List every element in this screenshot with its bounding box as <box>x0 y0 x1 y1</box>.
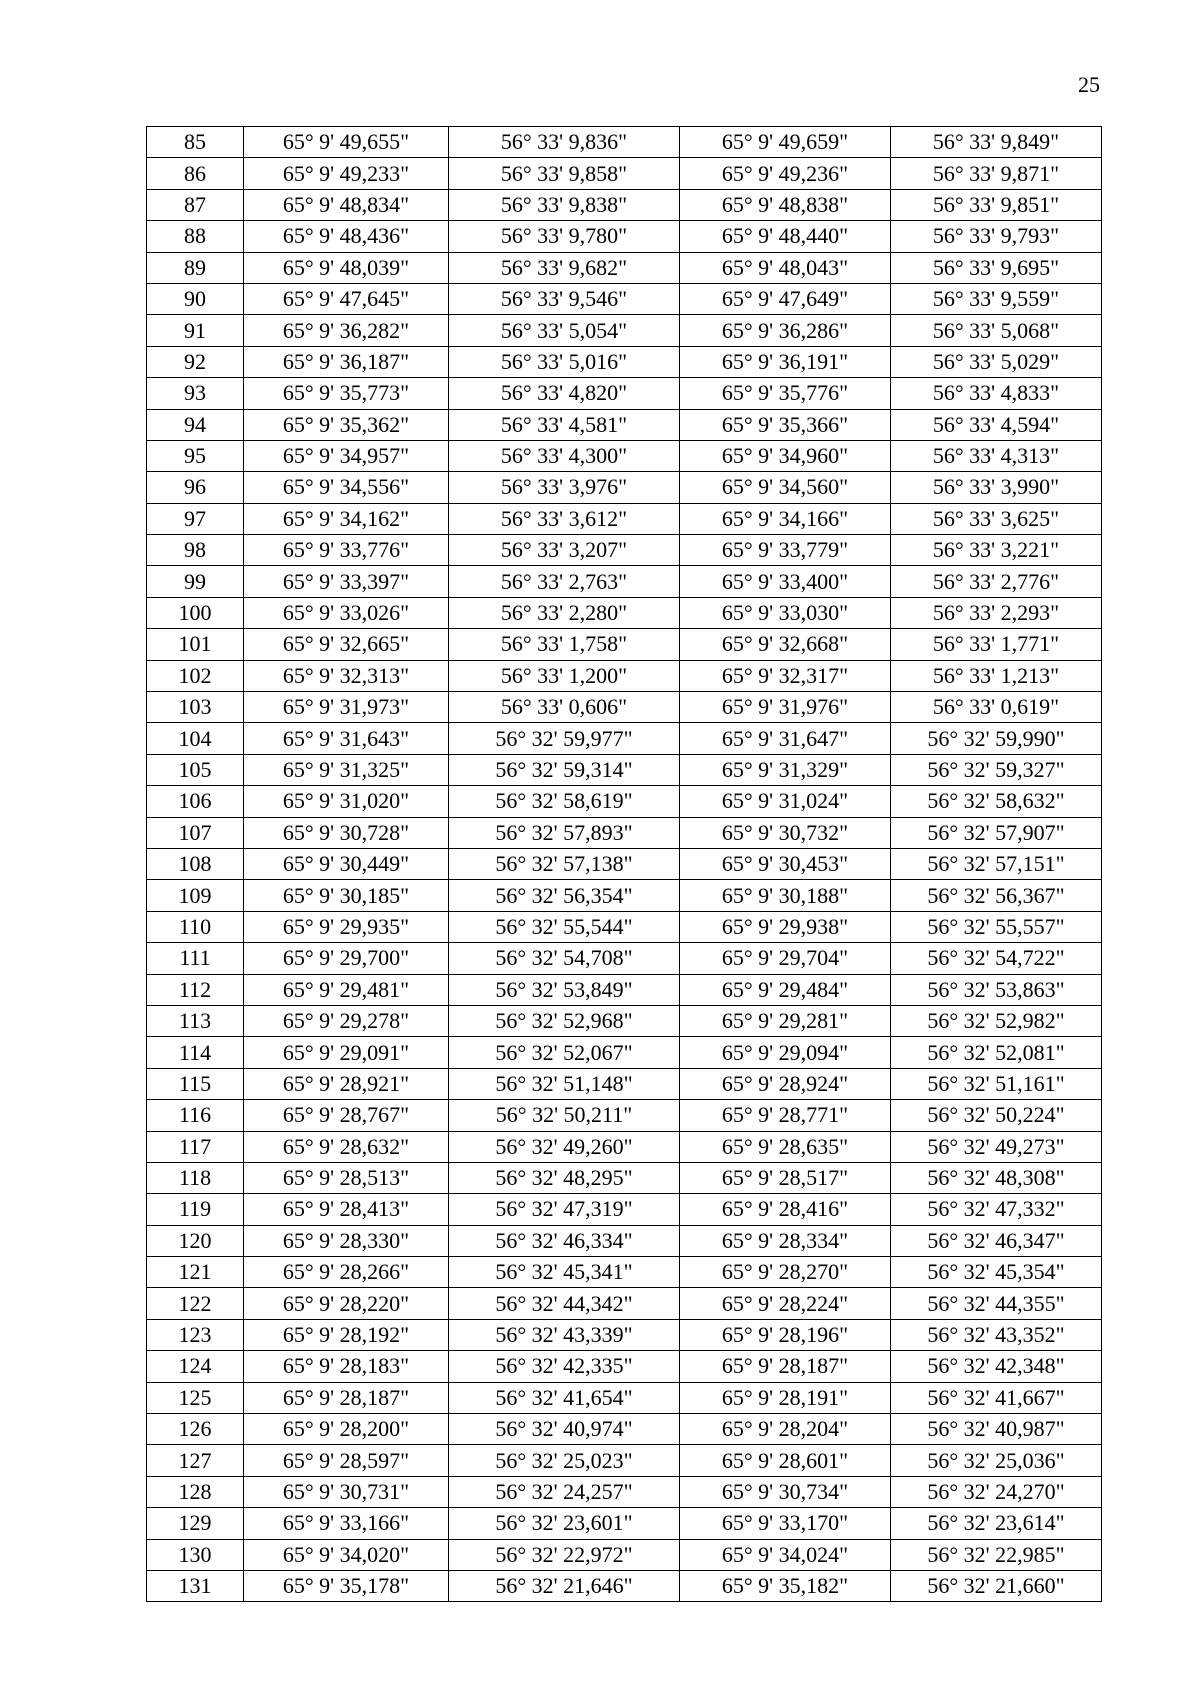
coordinate-cell: 56° 32' 53,849" <box>449 974 680 1005</box>
coordinate-cell: 65° 9' 29,094" <box>680 1037 891 1068</box>
coordinate-cell: 56° 33' 5,068" <box>891 315 1102 346</box>
coordinate-cell: 65° 9' 33,776" <box>244 535 449 566</box>
table-row <box>147 880 1102 911</box>
point-number-cell: 93 <box>147 378 244 409</box>
coordinate-cell: 65° 9' 33,400" <box>680 566 891 597</box>
table-row <box>147 283 1102 314</box>
coordinate-cell: 65° 9' 28,635" <box>680 1131 891 1162</box>
table-row <box>147 974 1102 1005</box>
coordinate-cell: 65° 9' 35,362" <box>244 409 449 440</box>
coordinate-cell: 56° 33' 4,820" <box>449 378 680 409</box>
coordinate-cell: 65° 9' 32,665" <box>244 629 449 660</box>
coordinate-cell: 65° 9' 28,601" <box>680 1445 891 1476</box>
coordinate-cell: 56° 33' 4,594" <box>891 409 1102 440</box>
coordinate-cell: 65° 9' 35,776" <box>680 378 891 409</box>
table-row <box>147 1288 1102 1319</box>
coordinate-cell: 56° 32' 25,036" <box>891 1445 1102 1476</box>
coordinate-cell: 65° 9' 28,632" <box>244 1131 449 1162</box>
coordinate-cell: 65° 9' 30,185" <box>244 880 449 911</box>
coordinate-cell: 65° 9' 31,647" <box>680 723 891 754</box>
point-number-cell: 90 <box>147 283 244 314</box>
coordinate-cell: 56° 33' 9,871" <box>891 158 1102 189</box>
coordinate-cell: 65° 9' 28,204" <box>680 1414 891 1445</box>
coordinate-cell: 65° 9' 31,020" <box>244 786 449 817</box>
table-row <box>147 566 1102 597</box>
table-row <box>147 817 1102 848</box>
coordinate-cell: 56° 32' 45,354" <box>891 1257 1102 1288</box>
coordinate-cell: 56° 32' 55,557" <box>891 911 1102 942</box>
coordinate-cell: 65° 9' 35,773" <box>244 378 449 409</box>
table-row <box>147 189 1102 220</box>
table-row <box>147 597 1102 628</box>
table-row <box>147 1382 1102 1413</box>
coordinate-cell: 65° 9' 28,183" <box>244 1351 449 1382</box>
point-number-cell: 89 <box>147 252 244 283</box>
coordinate-cell: 65° 9' 28,220" <box>244 1288 449 1319</box>
coordinate-cell: 56° 32' 52,067" <box>449 1037 680 1068</box>
coordinate-cell: 56° 33' 5,054" <box>449 315 680 346</box>
point-number-cell: 106 <box>147 786 244 817</box>
coordinate-cell: 65° 9' 30,734" <box>680 1476 891 1507</box>
coordinate-cell: 56° 32' 41,654" <box>449 1382 680 1413</box>
coordinate-cell: 56° 33' 3,207" <box>449 535 680 566</box>
coordinate-cell: 56° 32' 58,619" <box>449 786 680 817</box>
coordinate-cell: 65° 9' 28,266" <box>244 1257 449 1288</box>
coordinate-cell: 56° 32' 52,982" <box>891 1005 1102 1036</box>
coordinate-cell: 56° 32' 40,974" <box>449 1414 680 1445</box>
coordinate-cell: 56° 32' 58,632" <box>891 786 1102 817</box>
coordinate-cell: 65° 9' 28,771" <box>680 1100 891 1131</box>
table-row <box>147 848 1102 879</box>
coordinate-cell: 65° 9' 49,655" <box>244 127 449 158</box>
point-number-cell: 109 <box>147 880 244 911</box>
coordinate-cell: 56° 33' 0,606" <box>449 692 680 723</box>
coordinate-cell: 56° 33' 9,793" <box>891 221 1102 252</box>
coordinate-cell: 56° 32' 47,319" <box>449 1194 680 1225</box>
coordinate-cell: 56° 33' 9,858" <box>449 158 680 189</box>
coordinate-cell: 56° 32' 21,660" <box>891 1570 1102 1601</box>
point-number-cell: 129 <box>147 1508 244 1539</box>
coordinate-cell: 65° 9' 32,313" <box>244 660 449 691</box>
table-row <box>147 1539 1102 1570</box>
point-number-cell: 130 <box>147 1539 244 1570</box>
coordinate-cell: 56° 32' 47,332" <box>891 1194 1102 1225</box>
coordinate-cell: 56° 32' 51,148" <box>449 1068 680 1099</box>
coordinate-cell: 56° 33' 9,682" <box>449 252 680 283</box>
point-number-cell: 96 <box>147 472 244 503</box>
point-number-cell: 123 <box>147 1319 244 1350</box>
coordinate-cell: 65° 9' 49,659" <box>680 127 891 158</box>
table-row <box>147 1100 1102 1131</box>
coordinate-cell: 56° 32' 53,863" <box>891 974 1102 1005</box>
coordinate-cell: 56° 33' 2,280" <box>449 597 680 628</box>
coordinate-cell: 56° 33' 2,293" <box>891 597 1102 628</box>
coordinate-cell: 56° 32' 42,335" <box>449 1351 680 1382</box>
table-row <box>147 1508 1102 1539</box>
coordinate-cell: 65° 9' 30,728" <box>244 817 449 848</box>
coordinate-cell: 65° 9' 29,091" <box>244 1037 449 1068</box>
coordinate-cell: 56° 33' 1,200" <box>449 660 680 691</box>
point-number-cell: 95 <box>147 440 244 471</box>
coordinate-cell: 65° 9' 28,334" <box>680 1225 891 1256</box>
coordinate-cell: 56° 32' 56,354" <box>449 880 680 911</box>
point-number-cell: 88 <box>147 221 244 252</box>
table-row <box>147 911 1102 942</box>
coordinate-cell: 65° 9' 30,453" <box>680 848 891 879</box>
coordinate-cell: 56° 32' 59,327" <box>891 754 1102 785</box>
coordinate-cell: 56° 32' 22,985" <box>891 1539 1102 1570</box>
point-number-cell: 113 <box>147 1005 244 1036</box>
coordinate-cell: 65° 9' 48,440" <box>680 221 891 252</box>
point-number-cell: 86 <box>147 158 244 189</box>
point-number-cell: 94 <box>147 409 244 440</box>
table-row <box>147 786 1102 817</box>
coordinate-cell: 56° 32' 50,224" <box>891 1100 1102 1131</box>
coordinate-cell: 56° 33' 5,016" <box>449 346 680 377</box>
coordinate-cell: 56° 33' 2,763" <box>449 566 680 597</box>
coordinate-cell: 56° 33' 0,619" <box>891 692 1102 723</box>
table-row <box>147 1445 1102 1476</box>
coordinate-cell: 65° 9' 49,236" <box>680 158 891 189</box>
coordinate-cell: 65° 9' 34,162" <box>244 503 449 534</box>
table-row <box>147 440 1102 471</box>
coordinate-cell: 65° 9' 28,224" <box>680 1288 891 1319</box>
coordinate-cell: 65° 9' 28,191" <box>680 1382 891 1413</box>
coordinate-cell: 56° 32' 43,352" <box>891 1319 1102 1350</box>
table-row <box>147 723 1102 754</box>
coordinate-cell: 56° 32' 57,138" <box>449 848 680 879</box>
table-row <box>147 1225 1102 1256</box>
point-number-cell: 119 <box>147 1194 244 1225</box>
table-row <box>147 535 1102 566</box>
coordinate-cell: 56° 33' 3,612" <box>449 503 680 534</box>
coordinates-table-body <box>147 127 1102 1602</box>
coordinate-cell: 65° 9' 35,366" <box>680 409 891 440</box>
point-number-cell: 125 <box>147 1382 244 1413</box>
coordinate-cell: 56° 33' 9,851" <box>891 189 1102 220</box>
coordinate-cell: 56° 33' 9,836" <box>449 127 680 158</box>
table-row <box>147 1037 1102 1068</box>
point-number-cell: 87 <box>147 189 244 220</box>
point-number-cell: 100 <box>147 597 244 628</box>
point-number-cell: 101 <box>147 629 244 660</box>
coordinate-cell: 56° 32' 59,990" <box>891 723 1102 754</box>
point-number-cell: 104 <box>147 723 244 754</box>
coordinate-cell: 56° 32' 46,347" <box>891 1225 1102 1256</box>
point-number-cell: 91 <box>147 315 244 346</box>
coordinate-cell: 56° 33' 5,029" <box>891 346 1102 377</box>
point-number-cell: 92 <box>147 346 244 377</box>
table-row <box>147 378 1102 409</box>
coordinate-cell: 65° 9' 36,187" <box>244 346 449 377</box>
table-row <box>147 1351 1102 1382</box>
coordinate-cell: 65° 9' 29,704" <box>680 943 891 974</box>
coordinate-cell: 65° 9' 34,957" <box>244 440 449 471</box>
coordinate-cell: 65° 9' 28,924" <box>680 1068 891 1099</box>
table-row <box>147 1319 1102 1350</box>
coordinate-cell: 56° 32' 23,614" <box>891 1508 1102 1539</box>
coordinate-cell: 65° 9' 32,317" <box>680 660 891 691</box>
coordinate-cell: 65° 9' 28,200" <box>244 1414 449 1445</box>
coordinate-cell: 65° 9' 35,178" <box>244 1570 449 1601</box>
coordinate-cell: 56° 32' 42,348" <box>891 1351 1102 1382</box>
coordinate-cell: 56° 33' 3,990" <box>891 472 1102 503</box>
coordinate-cell: 56° 33' 4,313" <box>891 440 1102 471</box>
coordinate-cell: 65° 9' 34,024" <box>680 1539 891 1570</box>
coordinate-cell: 65° 9' 36,191" <box>680 346 891 377</box>
coordinate-cell: 56° 32' 54,722" <box>891 943 1102 974</box>
point-number-cell: 122 <box>147 1288 244 1319</box>
point-number-cell: 128 <box>147 1476 244 1507</box>
point-number-cell: 124 <box>147 1351 244 1382</box>
coordinate-cell: 65° 9' 49,233" <box>244 158 449 189</box>
table-row <box>147 472 1102 503</box>
coordinate-cell: 65° 9' 31,976" <box>680 692 891 723</box>
table-row <box>147 346 1102 377</box>
point-number-cell: 126 <box>147 1414 244 1445</box>
coordinate-cell: 65° 9' 31,973" <box>244 692 449 723</box>
point-number-cell: 103 <box>147 692 244 723</box>
coordinate-cell: 65° 9' 33,170" <box>680 1508 891 1539</box>
coordinate-cell: 65° 9' 33,026" <box>244 597 449 628</box>
point-number-cell: 116 <box>147 1100 244 1131</box>
coordinate-cell: 65° 9' 33,166" <box>244 1508 449 1539</box>
coordinate-cell: 56° 32' 40,987" <box>891 1414 1102 1445</box>
coordinate-cell: 56° 33' 9,838" <box>449 189 680 220</box>
point-number-cell: 98 <box>147 535 244 566</box>
coordinate-cell: 56° 33' 9,695" <box>891 252 1102 283</box>
coordinate-cell: 56° 32' 43,339" <box>449 1319 680 1350</box>
coordinate-cell: 65° 9' 33,030" <box>680 597 891 628</box>
coordinate-cell: 65° 9' 29,481" <box>244 974 449 1005</box>
point-number-cell: 117 <box>147 1131 244 1162</box>
coordinate-cell: 56° 32' 51,161" <box>891 1068 1102 1099</box>
coordinate-cell: 56° 32' 59,977" <box>449 723 680 754</box>
point-number-cell: 102 <box>147 660 244 691</box>
table-row <box>147 1131 1102 1162</box>
coordinate-cell: 65° 9' 28,196" <box>680 1319 891 1350</box>
point-number-cell: 105 <box>147 754 244 785</box>
coordinate-cell: 65° 9' 28,413" <box>244 1194 449 1225</box>
point-number-cell: 112 <box>147 974 244 1005</box>
coordinate-cell: 65° 9' 28,921" <box>244 1068 449 1099</box>
table-row <box>147 1257 1102 1288</box>
coordinate-cell: 65° 9' 30,731" <box>244 1476 449 1507</box>
table-row <box>147 409 1102 440</box>
coordinate-cell: 65° 9' 31,329" <box>680 754 891 785</box>
table-row <box>147 252 1102 283</box>
table-row <box>147 503 1102 534</box>
table-row <box>147 1068 1102 1099</box>
point-number-cell: 108 <box>147 848 244 879</box>
coordinate-cell: 65° 9' 33,779" <box>680 535 891 566</box>
point-number-cell: 97 <box>147 503 244 534</box>
coordinate-cell: 65° 9' 48,834" <box>244 189 449 220</box>
coordinate-cell: 65° 9' 48,039" <box>244 252 449 283</box>
coordinate-cell: 56° 32' 56,367" <box>891 880 1102 911</box>
coordinate-cell: 65° 9' 28,767" <box>244 1100 449 1131</box>
coordinate-cell: 56° 32' 50,211" <box>449 1100 680 1131</box>
coordinate-cell: 65° 9' 30,449" <box>244 848 449 879</box>
coordinate-cell: 65° 9' 47,649" <box>680 283 891 314</box>
coordinate-cell: 65° 9' 29,700" <box>244 943 449 974</box>
table-row <box>147 660 1102 691</box>
coordinate-cell: 56° 32' 46,334" <box>449 1225 680 1256</box>
table-row <box>147 1414 1102 1445</box>
point-number-cell: 114 <box>147 1037 244 1068</box>
coordinate-cell: 65° 9' 48,436" <box>244 221 449 252</box>
table-row <box>147 1162 1102 1193</box>
coordinate-cell: 56° 32' 41,667" <box>891 1382 1102 1413</box>
coordinate-cell: 56° 32' 24,257" <box>449 1476 680 1507</box>
coordinate-cell: 65° 9' 34,166" <box>680 503 891 534</box>
coordinate-cell: 56° 32' 48,295" <box>449 1162 680 1193</box>
coordinate-cell: 65° 9' 34,556" <box>244 472 449 503</box>
coordinate-cell: 65° 9' 29,281" <box>680 1005 891 1036</box>
coordinate-cell: 56° 33' 1,213" <box>891 660 1102 691</box>
coordinate-cell: 56° 32' 57,151" <box>891 848 1102 879</box>
coordinate-cell: 65° 9' 47,645" <box>244 283 449 314</box>
coordinate-cell: 56° 33' 3,221" <box>891 535 1102 566</box>
coordinate-cell: 65° 9' 48,043" <box>680 252 891 283</box>
table-row <box>147 1570 1102 1601</box>
point-number-cell: 85 <box>147 127 244 158</box>
coordinate-cell: 65° 9' 29,938" <box>680 911 891 942</box>
coordinate-cell: 56° 32' 57,893" <box>449 817 680 848</box>
coordinate-cell: 65° 9' 28,330" <box>244 1225 449 1256</box>
coordinate-cell: 65° 9' 28,597" <box>244 1445 449 1476</box>
coordinate-cell: 65° 9' 31,325" <box>244 754 449 785</box>
table-row <box>147 127 1102 158</box>
table-row <box>147 943 1102 974</box>
coordinate-cell: 65° 9' 30,732" <box>680 817 891 848</box>
coordinate-cell: 65° 9' 31,024" <box>680 786 891 817</box>
coordinate-cell: 65° 9' 32,668" <box>680 629 891 660</box>
coordinate-cell: 65° 9' 29,278" <box>244 1005 449 1036</box>
coordinate-cell: 65° 9' 33,397" <box>244 566 449 597</box>
coordinate-cell: 56° 33' 9,849" <box>891 127 1102 158</box>
coordinate-cell: 56° 32' 44,355" <box>891 1288 1102 1319</box>
coordinate-cell: 65° 9' 28,513" <box>244 1162 449 1193</box>
coordinate-cell: 65° 9' 34,020" <box>244 1539 449 1570</box>
coordinate-cell: 56° 32' 22,972" <box>449 1539 680 1570</box>
table-row <box>147 692 1102 723</box>
coordinate-cell: 56° 33' 1,758" <box>449 629 680 660</box>
coordinate-cell: 65° 9' 36,282" <box>244 315 449 346</box>
coordinate-cell: 56° 32' 44,342" <box>449 1288 680 1319</box>
coordinate-cell: 65° 9' 28,192" <box>244 1319 449 1350</box>
coordinates-table <box>146 126 1102 1602</box>
coordinate-cell: 56° 32' 48,308" <box>891 1162 1102 1193</box>
page-number: 25 <box>1078 72 1100 97</box>
coordinate-cell: 65° 9' 28,270" <box>680 1257 891 1288</box>
coordinate-cell: 56° 32' 57,907" <box>891 817 1102 848</box>
coordinate-cell: 56° 33' 4,300" <box>449 440 680 471</box>
coordinate-cell: 56° 33' 4,581" <box>449 409 680 440</box>
coordinate-cell: 56° 32' 54,708" <box>449 943 680 974</box>
coordinate-cell: 56° 33' 9,780" <box>449 221 680 252</box>
table-row <box>147 629 1102 660</box>
coordinate-cell: 56° 32' 59,314" <box>449 754 680 785</box>
coordinate-cell: 56° 32' 49,273" <box>891 1131 1102 1162</box>
point-number-cell: 110 <box>147 911 244 942</box>
coordinate-cell: 56° 33' 4,833" <box>891 378 1102 409</box>
table-row <box>147 1194 1102 1225</box>
coordinate-cell: 56° 32' 24,270" <box>891 1476 1102 1507</box>
coordinate-cell: 56° 32' 45,341" <box>449 1257 680 1288</box>
table-row <box>147 754 1102 785</box>
table-row <box>147 315 1102 346</box>
coordinate-cell: 56° 33' 2,776" <box>891 566 1102 597</box>
table-row <box>147 1005 1102 1036</box>
coordinate-cell: 65° 9' 35,182" <box>680 1570 891 1601</box>
coordinate-cell: 65° 9' 34,560" <box>680 472 891 503</box>
coordinate-cell: 56° 32' 21,646" <box>449 1570 680 1601</box>
point-number-cell: 118 <box>147 1162 244 1193</box>
coordinate-cell: 56° 33' 1,771" <box>891 629 1102 660</box>
coordinate-cell: 65° 9' 28,517" <box>680 1162 891 1193</box>
coordinate-cell: 56° 33' 3,976" <box>449 472 680 503</box>
point-number-cell: 99 <box>147 566 244 597</box>
coordinate-cell: 56° 33' 9,559" <box>891 283 1102 314</box>
coordinate-cell: 65° 9' 34,960" <box>680 440 891 471</box>
point-number-cell: 131 <box>147 1570 244 1601</box>
coordinate-cell: 65° 9' 30,188" <box>680 880 891 911</box>
coordinate-cell: 56° 32' 23,601" <box>449 1508 680 1539</box>
table-row <box>147 158 1102 189</box>
coordinate-cell: 56° 32' 52,968" <box>449 1005 680 1036</box>
table-row <box>147 221 1102 252</box>
coordinate-cell: 65° 9' 29,484" <box>680 974 891 1005</box>
point-number-cell: 121 <box>147 1257 244 1288</box>
coordinate-cell: 65° 9' 48,838" <box>680 189 891 220</box>
point-number-cell: 107 <box>147 817 244 848</box>
coordinate-cell: 56° 32' 52,081" <box>891 1037 1102 1068</box>
table-row <box>147 1476 1102 1507</box>
point-number-cell: 120 <box>147 1225 244 1256</box>
coordinate-cell: 65° 9' 28,416" <box>680 1194 891 1225</box>
coordinate-cell: 65° 9' 36,286" <box>680 315 891 346</box>
coordinate-cell: 56° 32' 49,260" <box>449 1131 680 1162</box>
point-number-cell: 115 <box>147 1068 244 1099</box>
coordinate-cell: 56° 32' 25,023" <box>449 1445 680 1476</box>
coordinate-cell: 65° 9' 28,187" <box>680 1351 891 1382</box>
coordinate-cell: 65° 9' 29,935" <box>244 911 449 942</box>
coordinate-cell: 65° 9' 28,187" <box>244 1382 449 1413</box>
coordinate-cell: 56° 32' 55,544" <box>449 911 680 942</box>
coordinate-cell: 65° 9' 31,643" <box>244 723 449 754</box>
coordinate-cell: 56° 33' 9,546" <box>449 283 680 314</box>
point-number-cell: 111 <box>147 943 244 974</box>
point-number-cell: 127 <box>147 1445 244 1476</box>
coordinate-cell: 56° 33' 3,625" <box>891 503 1102 534</box>
